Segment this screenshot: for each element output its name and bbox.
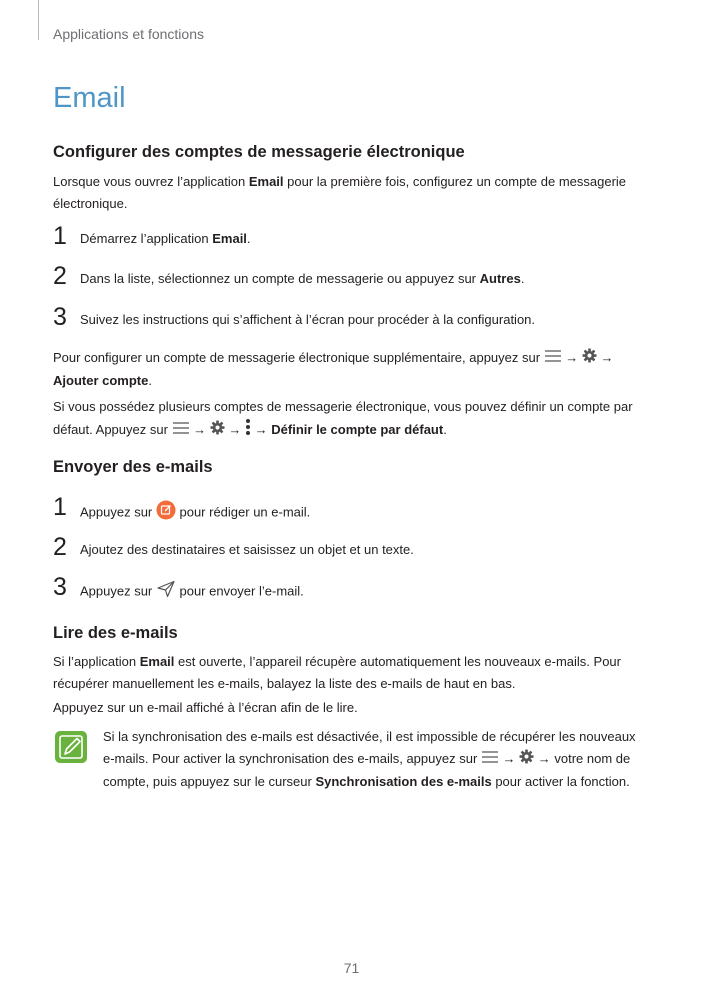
step-text: Démarrez l’application Email. xyxy=(80,231,251,246)
configure-additional-account: Pour configurer un compte de messagerie électronique supplémentaire, appuyez sur → → Ajouter compte. xyxy=(53,347,653,392)
gear-icon xyxy=(519,749,534,771)
send-step-1 xyxy=(53,493,653,524)
section-heading-send: Envoyer des e-mails xyxy=(53,458,213,476)
step-number: 1 xyxy=(53,222,67,250)
menu-icon xyxy=(172,420,190,442)
read-paragraph-2: Appuyez sur un e-mail affiché à l’écran afin de le lire. xyxy=(53,700,358,715)
step-text: Dans la liste, sélectionnez un compte de messagerie ou appuyez sur Autres. xyxy=(80,271,525,286)
step-number: 2 xyxy=(53,262,67,290)
configure-step-2 xyxy=(53,262,653,293)
menu-icon xyxy=(481,749,499,771)
section-header: Applications et fonctions xyxy=(53,26,204,42)
step-number: 3 xyxy=(53,303,67,331)
more-options-icon xyxy=(245,418,251,443)
step-text: Ajoutez des destinataires et saisissez un objet et un texte. xyxy=(80,542,414,557)
note-icon xyxy=(54,730,88,764)
sync-note: Si la synchronisation des e-mails est désactivée, il est impossible de récupérer les nouveaux e-mails. Pour activer la synchronisation des e-mails, appuyez sur → → votre nom de compte, puis appuyez sur le curseur Synchronisation des e-mails pour activer la fonction. xyxy=(103,729,636,789)
configure-intro: Lorsque vous ouvrez l’application Email pour la première fois, configurez un compte de messagerie électronique. xyxy=(53,174,627,211)
section-heading-read: Lire des e-mails xyxy=(53,624,178,642)
step-number: 3 xyxy=(53,573,67,601)
step-number: 1 xyxy=(53,493,67,521)
step-text: Appuyez sur pour rédiger un e-mail. xyxy=(80,500,310,526)
step-text: Appuyez sur pour envoyer l’e-mail. xyxy=(80,580,304,604)
header-rule xyxy=(38,0,39,40)
read-paragraph-1: Si l’application Email est ouverte, l’appareil récupère automatiquement les nouveaux e-mails. Pour récupérer manuellement les e-mails, balayez la liste des e-mails de haut en bas. xyxy=(53,654,621,691)
configure-default-account: Si vous possédez plusieurs comptes de messagerie électronique, vous pouvez définir un compte par défaut. Appuyez sur → → → Définir le compte par défaut. xyxy=(53,396,653,443)
step-number: 2 xyxy=(53,533,67,561)
section-heading-configure: Configurer des comptes de messagerie électronique xyxy=(53,143,465,161)
gear-icon xyxy=(582,348,597,370)
page-title: Email xyxy=(53,82,126,114)
menu-icon xyxy=(544,348,562,370)
page-number: 71 xyxy=(343,960,360,976)
configure-step-3 xyxy=(53,303,653,334)
send-step-3 xyxy=(53,573,653,604)
step-text: Suivez les instructions qui s’affichent à l’écran pour procéder à la configuration. xyxy=(80,312,536,327)
send-step-2 xyxy=(53,533,653,564)
configure-step-1 xyxy=(53,222,653,253)
gear-icon xyxy=(210,420,225,442)
compose-icon xyxy=(156,500,176,526)
send-icon xyxy=(156,580,176,604)
